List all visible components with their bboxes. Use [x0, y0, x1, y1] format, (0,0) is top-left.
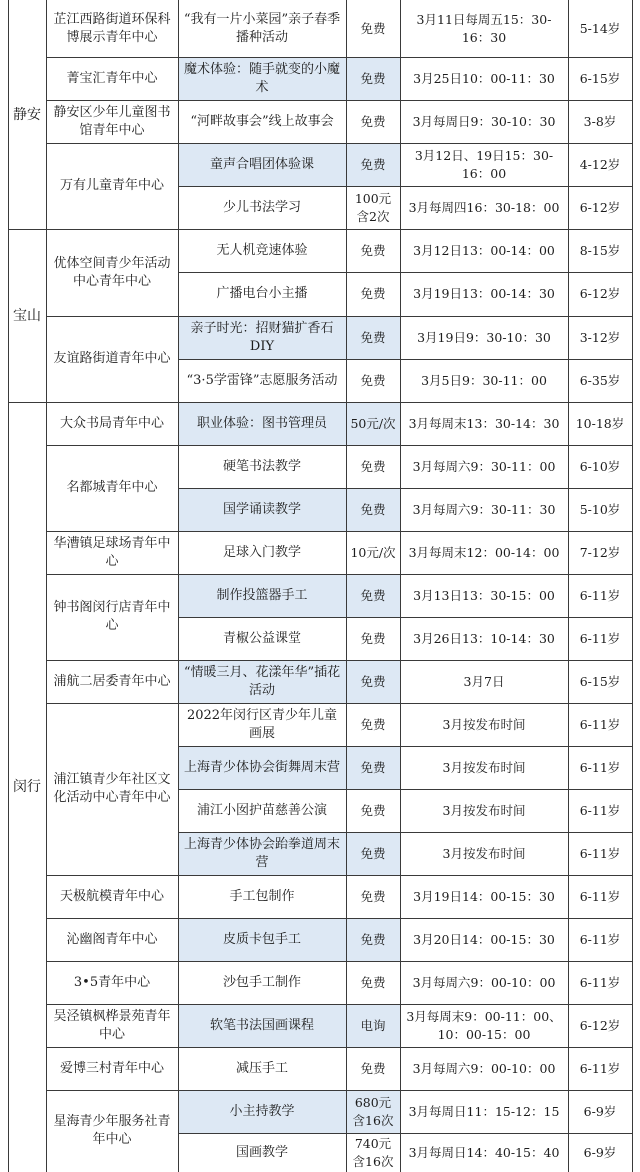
fee-cell: 免费: [346, 143, 400, 186]
age-cell: 4-12岁: [579, 156, 621, 172]
fee-cell: 免费: [346, 918, 400, 961]
age-cell: 6-11岁: [579, 716, 621, 732]
horizontal-rule: [46, 875, 633, 876]
site-cell: 静安区少年儿童图书馆青年中心: [53, 104, 171, 138]
district-cell: 宝山: [13, 307, 41, 324]
site-cell: 吴泾镇枫桦景苑青年中心: [53, 1008, 171, 1042]
activity-cell: 浦江小囡护苗慈善公演: [196, 802, 327, 818]
age-cell: 6-15岁: [579, 70, 621, 86]
age-cell: 6-15岁: [579, 673, 621, 689]
fee-cell: 免费: [346, 832, 400, 875]
site-cell: 钟书阁闵行店青年中心: [53, 600, 171, 633]
activity-cell: 皮质卡包手工: [178, 918, 346, 961]
age-cell: 6-11岁: [579, 888, 621, 904]
fee-cell: 免费: [360, 458, 386, 474]
horizontal-rule: [178, 488, 633, 489]
site-cell: 浦江镇青少年社区文化活动中心青年中心: [53, 772, 171, 805]
age-cell: 3-12岁: [579, 329, 621, 345]
activity-cell: 减压手工: [235, 1060, 288, 1076]
time-cell: 3月每周六9：30-11：30: [412, 501, 556, 517]
site-cell: 华漕镇足球场青年中心: [53, 535, 171, 569]
horizontal-rule: [46, 143, 633, 144]
horizontal-rule: [46, 1004, 633, 1005]
time-cell: 3月12日13：00-14：00: [413, 242, 555, 258]
time-cell: 3月每周六9：00-10：00: [412, 1060, 556, 1076]
site-cell: 浦航二居委青年中心: [53, 673, 171, 689]
activity-cell: 魔术体验：随手就变的小魔术: [178, 57, 346, 100]
fee-cell: 免费: [360, 802, 386, 818]
age-cell: 8-15岁: [579, 242, 621, 258]
age-cell: 6-12岁: [579, 199, 621, 215]
fee-cell: 免费: [360, 286, 386, 301]
activity-cell: 国学诵读教学: [178, 488, 346, 531]
age-cell: 6-9岁: [583, 1103, 617, 1119]
activity-cell: 软笔书法国画课程: [178, 1004, 346, 1047]
horizontal-rule: [46, 1047, 633, 1048]
age-cell: 6-11岁: [579, 759, 621, 775]
site-cell: 3•5青年中心: [73, 974, 151, 990]
activity-cell: 亲子时光：招财猫扩香石DIY: [178, 316, 346, 359]
time-cell: 3月11日每周五15：30-16：30: [416, 11, 552, 45]
activity-cell: 手工包制作: [229, 888, 295, 904]
activity-cell: 沙包手工制作: [222, 974, 301, 990]
vertical-rule: [8, 0, 9, 1172]
activity-cell: 广播电台小主播: [216, 286, 308, 301]
activity-cell: “我有一片小菜园”亲子春季播种活动: [183, 11, 341, 45]
horizontal-rule: [178, 272, 633, 273]
fee-cell: 免费: [360, 888, 386, 904]
time-cell: 3月按发布时间: [442, 845, 526, 861]
vertical-rule: [178, 0, 179, 1172]
fee-cell: 50元/次: [346, 402, 400, 445]
age-cell: 6-11岁: [579, 974, 621, 990]
age-cell: 6-11岁: [579, 587, 621, 603]
age-cell: 6-11岁: [579, 931, 621, 947]
age-cell: 6-11岁: [579, 1060, 621, 1076]
time-cell: 3月每周日11：15-12：15: [408, 1103, 560, 1119]
time-cell: 3月按发布时间: [442, 716, 526, 732]
site-cell: 名都城青年中心: [66, 480, 158, 495]
time-cell: 3月7日: [463, 673, 505, 689]
horizontal-rule: [46, 961, 633, 962]
activity-cell: 2022年闵行区青少年儿童画展: [186, 707, 338, 741]
site-cell: 星海青少年服务社青年中心: [53, 1114, 171, 1147]
time-cell: 3月5日9：30-11：00: [421, 372, 547, 388]
fee-cell: 10元/次: [350, 544, 396, 560]
horizontal-rule: [178, 359, 633, 360]
vertical-rule: [568, 0, 569, 1172]
site-cell: 大众书局青年中心: [59, 415, 164, 431]
time-cell: 3月每周日9：30-10：30: [412, 113, 556, 129]
activity-cell: “3·5学雷锋”志愿服务活动: [186, 372, 338, 388]
vertical-rule: [400, 0, 401, 1172]
fee-cell: 免费: [360, 113, 386, 129]
fee-cell: 免费: [346, 57, 400, 100]
horizontal-rule: [46, 1090, 633, 1091]
time-cell: 3月13日13：30-15：00: [413, 587, 555, 603]
fee-cell: 免费: [346, 574, 400, 617]
fee-cell: 免费: [346, 746, 400, 789]
activity-cell: 无人机竞速体验: [216, 242, 308, 258]
district-cell: 闵行: [13, 779, 41, 795]
fee-cell: 免费: [360, 20, 386, 36]
fee-cell: 免费: [346, 316, 400, 359]
horizontal-rule: [8, 402, 633, 403]
time-cell: 3月25日10：00-11：30: [413, 70, 555, 86]
horizontal-rule: [46, 57, 633, 58]
fee-cell: 免费: [346, 660, 400, 703]
age-cell: 6-12岁: [579, 1017, 621, 1033]
time-cell: 3月按发布时间: [442, 802, 526, 818]
horizontal-rule: [46, 703, 633, 704]
fee-cell: 免费: [360, 1060, 386, 1076]
site-cell: 沁幽阁青年中心: [66, 931, 158, 947]
activity-cell: 小主持教学: [178, 1090, 346, 1133]
horizontal-rule: [46, 316, 633, 317]
age-cell: 5-10岁: [579, 501, 621, 517]
horizontal-rule: [46, 918, 633, 919]
time-cell: 3月每周四16：30-18：00: [408, 199, 560, 215]
fee-cell: 免费: [360, 630, 386, 646]
fee-cell: 免费: [360, 242, 386, 258]
time-cell: 3月19日13：00-14：30: [413, 286, 555, 301]
age-cell: 5-14岁: [579, 20, 621, 36]
age-cell: 10-18岁: [575, 415, 625, 431]
activity-cell: “情暖三月、花漾年华”插花活动: [178, 660, 346, 703]
age-cell: 6-12岁: [579, 286, 621, 301]
time-cell: 3月12日、19日15：30-16：00: [414, 147, 554, 181]
age-cell: 6-11岁: [579, 630, 621, 646]
age-cell: 6-10岁: [579, 458, 621, 474]
site-cell: 友谊路街道青年中心: [53, 351, 171, 366]
fee-cell: 电询: [346, 1004, 400, 1047]
time-cell: 3月每周日14：40-15：40: [408, 1144, 560, 1160]
vertical-rule: [346, 0, 347, 1172]
time-cell: 3月每周六9：30-11：00: [412, 458, 556, 474]
site-cell: 芷江西路街道环保科博展示青年中心: [53, 11, 171, 45]
fee-cell: 免费: [360, 372, 386, 388]
horizontal-rule: [46, 445, 633, 446]
activity-cell: 上海青少体协会街舞周末营: [178, 746, 346, 789]
activity-cell: 青椒公益课堂: [222, 630, 301, 646]
activity-cell: 职业体验：图书管理员: [178, 402, 346, 445]
time-cell: 3月每周末13：30-14：30: [408, 415, 560, 431]
horizontal-rule: [46, 100, 633, 101]
horizontal-rule: [178, 1133, 633, 1134]
time-cell: 3月每周六9：00-10：00: [412, 974, 556, 990]
horizontal-rule: [178, 746, 633, 747]
age-cell: 6-35岁: [579, 372, 621, 388]
fee-cell: 100元含2次: [354, 190, 392, 224]
age-cell: 6-11岁: [579, 802, 621, 818]
activity-cell: 硬笔书法教学: [222, 458, 301, 474]
horizontal-rule: [8, 229, 633, 230]
site-cell: 万有儿童青年中心: [59, 178, 164, 193]
time-cell: 3月20日14：00-15：30: [413, 931, 555, 947]
horizontal-rule: [178, 832, 633, 833]
horizontal-rule: [178, 789, 633, 790]
fee-cell: 免费: [346, 488, 400, 531]
time-cell: 3月19日9：30-10：30: [417, 329, 551, 345]
site-cell: 爱博三村青年中心: [59, 1060, 164, 1076]
horizontal-rule: [46, 660, 633, 661]
vertical-rule: [46, 0, 47, 1172]
age-cell: 7-12岁: [579, 544, 621, 560]
time-cell: 3月19日14：00-15：30: [413, 888, 555, 904]
horizontal-rule: [178, 617, 633, 618]
activity-cell: 制作投篮器手工: [178, 574, 346, 617]
fee-cell: 680元含16次: [346, 1090, 400, 1133]
activity-cell: 童声合唱团体验课: [178, 143, 346, 186]
time-cell: 3月按发布时间: [442, 759, 526, 775]
activity-cell: 国画教学: [235, 1144, 288, 1160]
horizontal-rule: [46, 531, 633, 532]
activity-cell: 上海青少体协会跆拳道周末营: [178, 832, 346, 875]
fee-cell: 740元含16次: [352, 1135, 394, 1169]
vertical-rule: [632, 0, 633, 1172]
site-cell: 优体空间青少年活动中心青年中心: [53, 255, 171, 289]
horizontal-rule: [178, 186, 633, 187]
time-cell: 3月26日13：10-14：30: [413, 630, 555, 646]
district-cell: 静安: [13, 106, 41, 123]
horizontal-rule: [46, 574, 633, 575]
age-cell: 3-8岁: [583, 113, 617, 129]
fee-cell: 免费: [360, 974, 386, 990]
fee-cell: 免费: [360, 716, 386, 732]
site-cell: 菁宝汇青年中心: [66, 70, 158, 86]
age-cell: 6-11岁: [579, 845, 621, 861]
activity-cell: 少儿书法学习: [222, 199, 301, 215]
site-cell: 天极航模青年中心: [59, 888, 164, 904]
time-cell: 3月每周末9：00-11：00、10：00-15：00: [406, 1008, 562, 1042]
activity-cell: 足球入门教学: [222, 544, 301, 560]
age-cell: 6-9岁: [583, 1144, 617, 1160]
time-cell: 3月每周末12：00-14：00: [408, 544, 560, 560]
activity-cell: “河畔故事会”线上故事会: [190, 113, 334, 129]
